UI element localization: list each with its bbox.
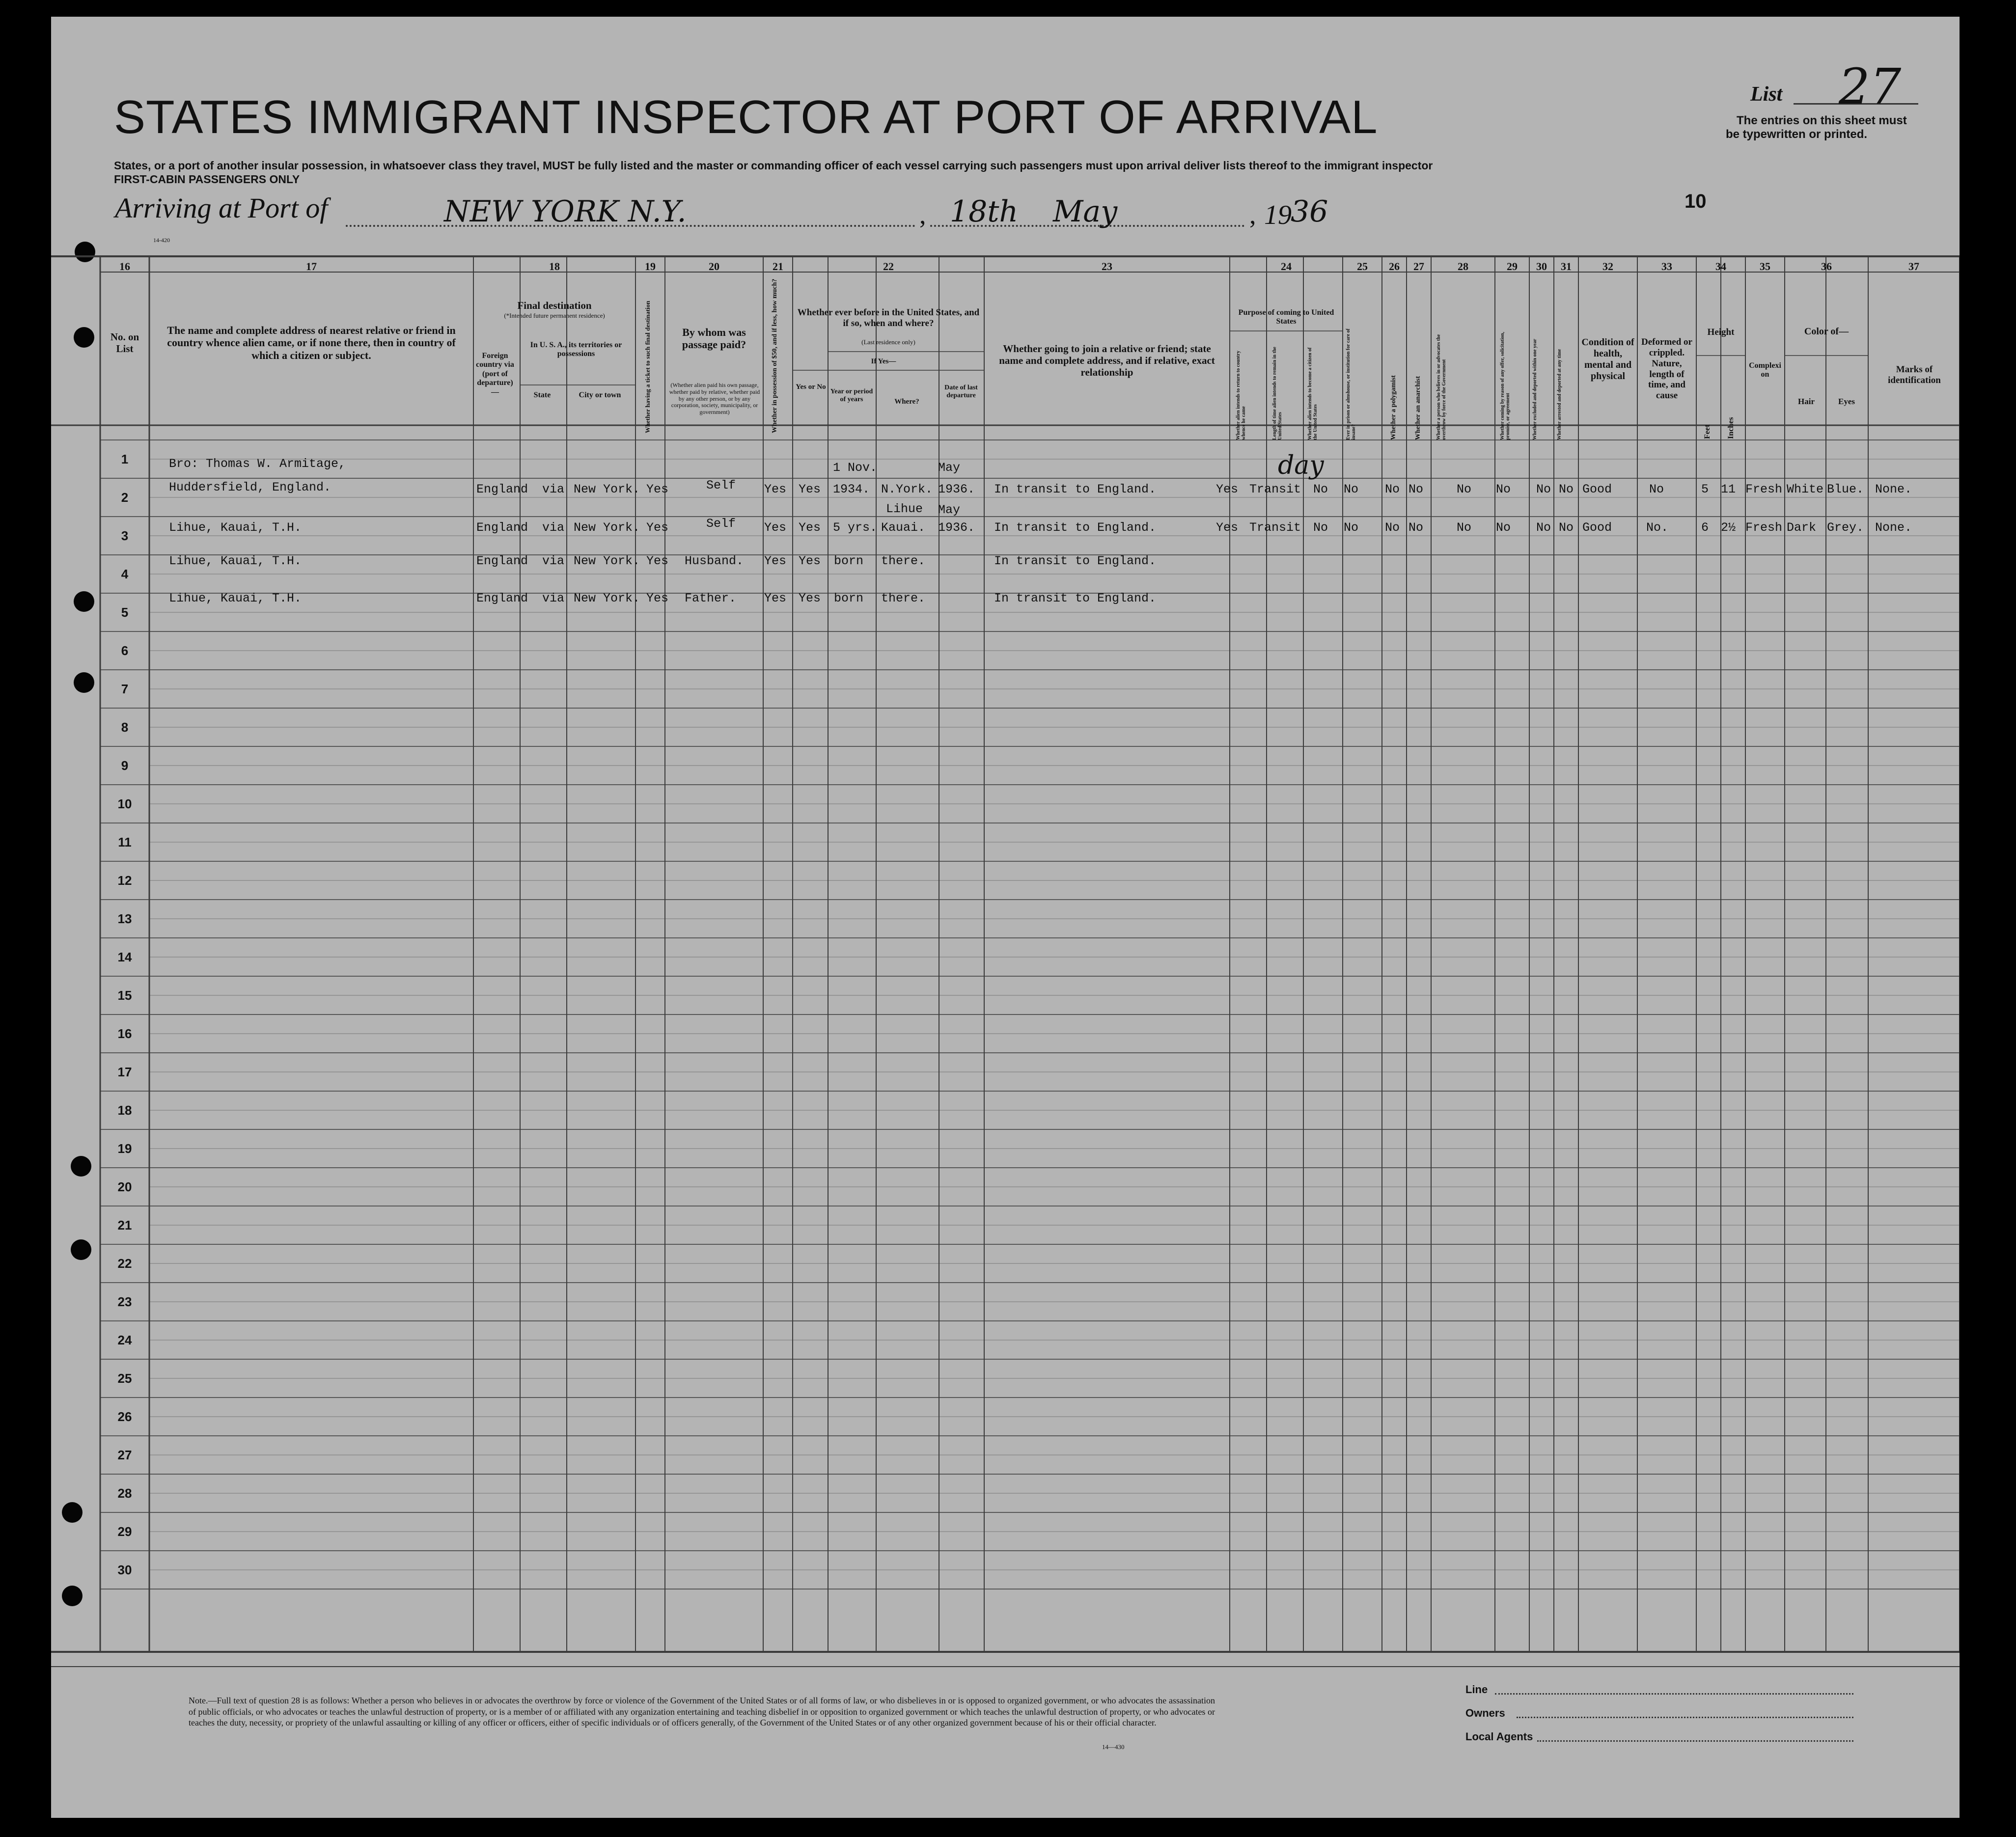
row-number: 3 xyxy=(121,528,129,543)
feet: 6 xyxy=(1701,521,1709,535)
deformed: No xyxy=(1649,482,1664,496)
header-complexion: Complexion xyxy=(1749,361,1781,379)
header-ticket: Whether having a ticket to such final destination xyxy=(644,301,651,433)
last-departure-1: May xyxy=(938,503,961,517)
joining: In transit to England. xyxy=(994,482,1157,496)
row-number: 29 xyxy=(117,1524,132,1539)
city: New York. xyxy=(574,521,640,535)
row-number: 6 xyxy=(121,643,129,658)
q27: No xyxy=(1408,521,1424,535)
row-number: 16 xyxy=(117,1026,132,1041)
row-number: 7 xyxy=(121,682,129,696)
header-height: Height xyxy=(1707,327,1735,337)
where-2: Kauai. xyxy=(881,521,926,535)
foreign-country: England xyxy=(476,591,528,605)
before-yes-no: Yes xyxy=(799,521,821,535)
return-intent: Yes xyxy=(1216,521,1239,535)
passage-paid: Self xyxy=(706,478,736,493)
header-in-usa: In U. S. A., its territories or possessions xyxy=(530,341,622,358)
header-before-note: (Last residence only) xyxy=(861,338,915,346)
foreign-country: England xyxy=(476,482,528,496)
return-intent: Yes xyxy=(1216,482,1239,496)
year-period-2: born xyxy=(834,591,864,605)
row-number: 2 xyxy=(121,490,129,505)
header-hair: Hair xyxy=(1798,397,1815,406)
q26: No xyxy=(1385,482,1400,496)
via: via xyxy=(542,482,565,496)
row-number: 10 xyxy=(117,796,132,811)
length-stay-handwritten: day xyxy=(1278,451,1324,480)
via: via xyxy=(542,521,565,535)
header-eyes: Eyes xyxy=(1838,397,1855,406)
header-yes-no: Yes or No xyxy=(796,383,826,391)
local-agents-label: Local Agents xyxy=(1465,1730,1533,1743)
q28: No xyxy=(1457,521,1472,535)
row-number: 30 xyxy=(117,1563,132,1577)
header-color: Color of— xyxy=(1804,326,1849,337)
foreign-country: England xyxy=(476,554,528,568)
before-yes-no: Yes xyxy=(799,591,821,605)
q25: No xyxy=(1344,521,1359,535)
header-no-on-list: No. on List xyxy=(110,331,139,355)
manifest-sheet: STATES IMMIGRANT INSPECTOR AT PORT OF ARRIVAL States, or a port of another insular possession, in whatsoever class they travel, MUST be fully listed and the master or commanding officer of each vessel carrying such passengers must upon arrival deliver lists thereof to the immigrant inspector FIRST-CABIN PASSENGERS ONLY Arriving at Port of NEW YORK N.Y. , 18th May , 19 36 List 27 The entries on this sheet must be typewritten or printed. 10 14-420 16 17 18 19 20 21 22 23 24 25 26 27 28 29 30 31 32 33 34 35 36 37 No. on List The name and complete address of nearest relative or friend in country whence alien came, or if none there, then in country of which a citizen or subject. Final destination (*Intended future permanent residence) Foreign country via (port of departure)— In U. S. A., its territories or possessions State City or town Whether having a ticket to such final destination By whom was passage paid? (Whether alien paid his own passage, whether paid by relative, whether paid by any other person, or by any corporation, society, municipality, or government) Whether in possession of $50, and if less, how much? Whether ever before in the United States, and if so, when and where? (Last residence only) If Yes— Yes or No Year or period of years Where? Date of last departure Whether going to join a relative or friend; state name and complete address, and if relative, exact relationship Purpose of coming to United States Whether alien intends to return to country whence he came Length of time alien intends to remain in the United States Whether alien intends to become a citizen of the United States Ever in prison or almshouse, or institution for care of insane? Whether a polygamist Whether an anarchist Whether a person who believes in or advocates the overthrow by force of the Government Whether coming by reason of any offer, solicitation, promise, or agreement Whether excluded and deported within one year Whether arrested and deported at any time Condition of health, mental and physical Deformed or crippled. Nature, length of time, and cause Height Feet Inches Complexion Color of— Hair Eyes Marks of identification 1 2 3 4 5 6 7 8 9 10 11 12 13 14 15 16 17 18 19 20 21 22 23 24 25 26 27 28 29 30 Bro: Thomas W. Armitage, Huddersfield, England. England via New York. Yes Self Yes Yes 1 Nov. 1934. N.York. May 1936. In transit to England. Yes Transit day No No No No No No No No Good No 5 11 Fresh White Blue. None. Lihue, Kauai, T.H. England via New York. Yes Self Yes Yes 5 yrs. Lihue Kauai. May 1936. In transit to England. Yes Transit No No No No No No No No Good No. 6 2½ Fresh Dark Grey. None. Lihue, Kauai, T.H. England via New York. Yes Husband. Yes Yes born there. In transit to England. Lihue, Kauai, T.H. England via New York. Yes Father. Yes Yes born there. In transit to England. Note.—Full text of question 28 is as follows: Whether a person who believes in or advocates the overthrow by force or violence of the Government of the United States or of all forms of law, or who disbelieves in or is opposed to organized government, or who advocates the assassination of public officials, or who advocates or teaches the unlawful destruction of property, or is a member of or affiliated with any organization entertaining and teaching disbelief in or opposition to organized government or which teaches the unlawful destruction of property, or who advocates or teaches the duty, necessity, or propriety of the unlawful assaulting or killing of any officer or officers, either of specific individuals or of officers generally, of the Government of the United States or of any other organized government because of his or their official character. 14—430 Line Owners Local Agents xyxy=(51,17,1960,1818)
money: Yes xyxy=(764,521,787,535)
money: Yes xyxy=(764,482,787,496)
entries-note: The entries on this sheet must xyxy=(1737,114,1907,127)
deformed: No. xyxy=(1646,521,1669,535)
passage-paid: Husband. xyxy=(685,554,744,568)
row-number: 14 xyxy=(117,950,132,964)
where-1: Lihue xyxy=(886,502,923,516)
port-handwritten: NEW YORK N.Y. xyxy=(444,194,687,229)
header-excluded: Whether excluded and deported within one year xyxy=(1532,339,1538,440)
ticket: Yes xyxy=(646,482,669,496)
passage-paid: Father. xyxy=(685,591,737,605)
relative-line-2: Huddersfield, England. xyxy=(169,480,331,494)
q29: No xyxy=(1496,482,1511,496)
health: Good xyxy=(1582,482,1612,496)
row-number: 15 xyxy=(117,988,132,1003)
header-city: City or town xyxy=(579,391,621,399)
row-number: 21 xyxy=(117,1218,132,1233)
relative-line-1: Lihue, Kauai, T.H. xyxy=(169,591,302,605)
class-line: FIRST-CABIN PASSENGERS ONLY xyxy=(114,173,300,186)
form-title: STATES IMMIGRANT INSPECTOR AT PORT OF ARRIVAL xyxy=(114,91,1378,143)
question-28-note: Note.—Full text of question 28 is as follows: Whether a person who believes in or advocates the overthrow by force or violence of the Government of the United States or of all forms of law, or who disbelieves in or is opposed to organized government, or who advocates the assassination of public officials, or who advocates or teaches the unlawful destruction of property, or is a member of or affiliated with any organization entertaining and teaching disbelief in or opposition to organized government or which teaches the unlawful destruction of property, or who advocates or teaches the duty, necessity, or propriety of the unlawful assaulting or killing of any officer or officers, either of specific individuals or of officers generally, of the Government of the United States or of any other organized government because of his or their official character. xyxy=(189,1696,1215,1727)
row-number: 5 xyxy=(121,605,129,620)
owners-label: Owners xyxy=(1465,1707,1505,1719)
where-2: N.York. xyxy=(881,482,933,496)
month-handwritten: May xyxy=(1053,194,1118,229)
q29: No xyxy=(1496,521,1511,535)
where-2: there. xyxy=(881,554,926,568)
money: Yes xyxy=(764,591,787,605)
last-departure-1: May xyxy=(938,461,961,475)
manifest-grid xyxy=(51,17,1960,1818)
row-number: 25 xyxy=(117,1371,132,1386)
eyes: Blue. xyxy=(1827,482,1864,496)
year-period-2: born xyxy=(834,554,864,568)
footer-form-code: 14—430 xyxy=(1102,1743,1125,1751)
length-stay: Transit xyxy=(1249,521,1301,535)
q28: No xyxy=(1457,482,1472,496)
before-yes-no: Yes xyxy=(799,482,821,496)
header-polygamist: Whether a polygamist xyxy=(1390,375,1397,440)
row-number: 26 xyxy=(117,1409,132,1424)
length-stay: Transit xyxy=(1249,482,1301,496)
row-number: 11 xyxy=(118,835,132,850)
header-arrested: Whether arrested and deported at any time xyxy=(1557,349,1562,440)
before-yes-no: Yes xyxy=(799,554,821,568)
city: New York. xyxy=(574,591,640,605)
line-label: Line xyxy=(1465,1683,1488,1696)
header-feet: Feet xyxy=(1703,424,1712,439)
complexion: Fresh xyxy=(1745,521,1783,535)
marks: None. xyxy=(1875,521,1912,535)
header-prison: Ever in prison or almshouse, or institution for care of insane? xyxy=(1346,329,1356,440)
last-departure-2: 1936. xyxy=(938,521,975,535)
header-where: Where? xyxy=(894,398,919,406)
entries-note-2: be typewritten or printed. xyxy=(1726,128,1868,141)
row-number: 13 xyxy=(117,911,132,926)
header-health: Condition of health, mental and physical xyxy=(1581,337,1634,382)
passage-paid: Self xyxy=(706,517,736,531)
header-money: Whether in possession of $50, and if less, how much? xyxy=(771,278,778,433)
header-before-in-us: Whether ever before in the United States, and if so, when and where? xyxy=(797,307,980,329)
year-period-2: 5 yrs. xyxy=(833,521,878,535)
header-if-yes: If Yes— xyxy=(871,357,896,365)
row-number: 8 xyxy=(121,720,129,735)
header-anarchist: Whether an anarchist xyxy=(1414,376,1422,440)
header-joining: Whether going to join a relative or friend; state name and complete address, and if relative, exact relationship xyxy=(999,343,1215,379)
form-code: 14-420 xyxy=(153,237,170,244)
foreign-country: England xyxy=(476,521,528,535)
citizen-intent: No xyxy=(1313,482,1328,496)
joining: In transit to England. xyxy=(994,554,1157,568)
q30: No xyxy=(1536,482,1551,496)
year-prefix: 19 xyxy=(1264,200,1292,230)
list-label: List xyxy=(1750,83,1783,106)
header-inches: Inches xyxy=(1727,417,1735,439)
hair: Dark xyxy=(1787,521,1817,535)
header-passage-paid: By whom was passage paid? xyxy=(682,326,746,351)
header-final-destination-note: (*Intended future permanent residence) xyxy=(504,312,605,319)
header-marks: Marks of identification xyxy=(1888,364,1941,385)
row-number: 4 xyxy=(121,567,129,581)
ticket: Yes xyxy=(646,591,669,605)
header-return-intent: Whether alien intends to return to country whence he came xyxy=(1236,351,1246,440)
header-deformed: Deformed or crippled. Nature, length of time, and cause xyxy=(1641,337,1692,401)
header-final-destination: Final destination xyxy=(517,300,592,311)
year-period-2: 1934. xyxy=(833,482,870,496)
row-number: 27 xyxy=(117,1448,132,1462)
instructions-line: States, or a port of another insular possession, in whatsoever class they travel, MUST be fully listed and the master or commanding officer of each vessel carrying such passengers must upon arrival deliver lists thereof to the immigrant inspector xyxy=(114,159,1433,172)
city: New York. xyxy=(574,554,640,568)
relative-line-1: Lihue, Kauai, T.H. xyxy=(169,521,302,535)
citizen-intent: No xyxy=(1313,521,1328,535)
header-last-departure: Date of last departure xyxy=(944,384,978,400)
header-state: State xyxy=(533,391,551,399)
via: via xyxy=(542,591,565,605)
row-number: 23 xyxy=(117,1294,132,1309)
row-number: 9 xyxy=(121,758,129,773)
row-number: 19 xyxy=(117,1141,132,1156)
ticket: Yes xyxy=(646,554,669,568)
header-purpose: Purpose of coming to United States xyxy=(1238,308,1334,326)
year-period-1: 1 Nov. xyxy=(833,461,878,475)
header-citizen-intent: Whether alien intends to become a citizen of the United States xyxy=(1307,347,1318,440)
joining: In transit to England. xyxy=(994,591,1157,605)
relative-line-1: Lihue, Kauai, T.H. xyxy=(169,554,302,568)
header-year-period: Year or period of years xyxy=(830,388,873,404)
header-length-stay: Length of time alien intends to remain in the United States xyxy=(1272,347,1283,440)
row-number: 18 xyxy=(117,1103,132,1118)
header-question-28: Whether a person who believes in or advocates the overthrow by force of the Government xyxy=(1436,334,1447,440)
health: Good xyxy=(1582,521,1612,535)
q30: No xyxy=(1536,521,1551,535)
feet: 5 xyxy=(1701,482,1709,496)
row-number: 22 xyxy=(117,1256,132,1271)
eyes: Grey. xyxy=(1827,521,1864,535)
hair: White xyxy=(1787,482,1824,496)
header-relative-address: The name and complete address of nearest relative or friend in country whence alien came, or if none there, then in country of which a citizen or subject. xyxy=(167,324,456,361)
inches: 11 xyxy=(1721,482,1736,496)
row-number: 28 xyxy=(117,1486,132,1501)
ticket: Yes xyxy=(646,521,669,535)
money: Yes xyxy=(764,554,787,568)
q25: No xyxy=(1344,482,1359,496)
via: via xyxy=(542,554,565,568)
q27: No xyxy=(1408,482,1424,496)
header-passage-note: (Whether alien paid his own passage, whether paid by relative, whether paid by any other person, or by any corporation, society, municipality, or government) xyxy=(669,382,760,416)
day-handwritten: 18th xyxy=(950,194,1019,229)
last-departure-2: 1936. xyxy=(938,482,975,496)
year-handwritten: 36 xyxy=(1291,194,1328,229)
relative-line-1: Bro: Thomas W. Armitage, xyxy=(169,457,346,471)
row-number: 17 xyxy=(117,1065,132,1079)
header-offer: Whether coming by reason of any offer, solicitation, promise, or agreement xyxy=(1500,331,1511,440)
row-number: 12 xyxy=(117,873,132,888)
marks: None. xyxy=(1875,482,1912,496)
arriving-label: Arriving at Port of xyxy=(115,192,328,224)
complexion: Fresh xyxy=(1745,482,1783,496)
row-number: 1 xyxy=(121,452,129,466)
inches: 2½ xyxy=(1721,521,1736,535)
q31: No xyxy=(1559,482,1574,496)
list-number: 27 xyxy=(1839,58,1902,115)
row-number: 24 xyxy=(117,1333,132,1347)
row-number: 20 xyxy=(117,1179,132,1194)
q26: No xyxy=(1385,521,1400,535)
q31: No xyxy=(1559,521,1574,535)
sheet-number: 10 xyxy=(1685,191,1707,212)
where-2: there. xyxy=(881,591,926,605)
joining: In transit to England. xyxy=(994,521,1157,535)
header-foreign-country: Foreign country via (port of departure)— xyxy=(476,352,514,396)
city: New York. xyxy=(574,482,640,496)
